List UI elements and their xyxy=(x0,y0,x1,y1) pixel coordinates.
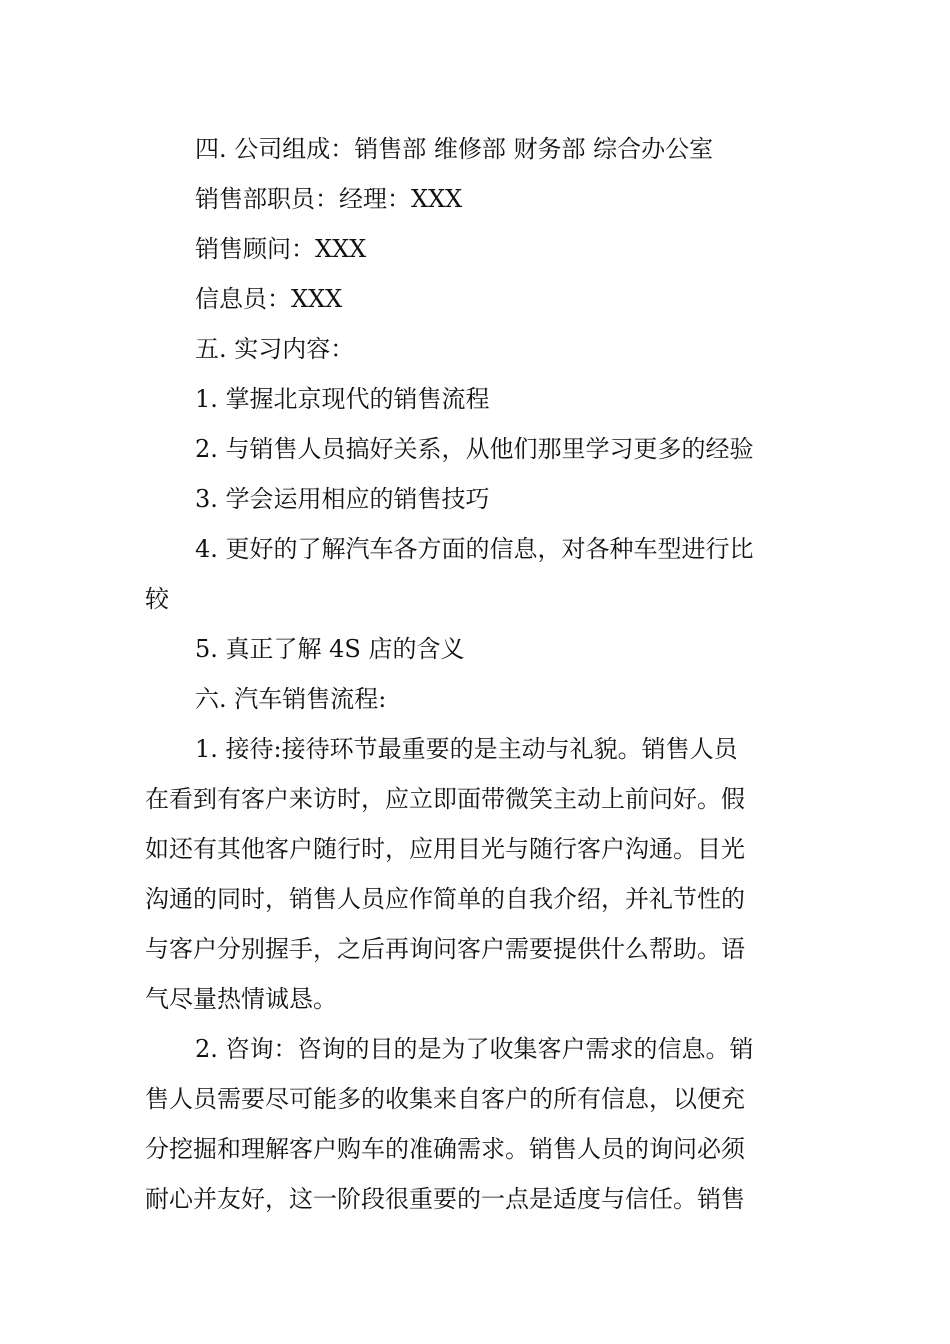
paragraph-line: 在看到有客户来访时，应立即面带微笑主动上前问好。假 xyxy=(145,785,745,813)
section-heading-sales-process: 六. 汽车销售流程: xyxy=(195,685,387,713)
paragraph-line: 如还有其他客户随行时，应用目光与随行客户沟通。目光 xyxy=(145,835,745,863)
text-line: 销售部职员：经理：XXX xyxy=(195,185,463,213)
paragraph-line: 1. 接待:接待环节最重要的是主动与礼貌。销售人员 xyxy=(195,735,738,763)
text-line: 较 xyxy=(145,585,169,613)
list-item: 1. 掌握北京现代的销售流程 xyxy=(195,385,490,413)
paragraph-line: 耐心并友好，这一阶段很重要的一点是适度与信任。销售 xyxy=(145,1185,745,1213)
list-item: 5. 真正了解 4S 店的含义 xyxy=(195,635,465,663)
paragraph-line: 售人员需要尽可能多的收集来自客户的所有信息，以便充 xyxy=(145,1085,745,1113)
section-heading-company-structure: 四. 公司组成：销售部 维修部 财务部 综合办公室 xyxy=(195,135,714,163)
text-line: 销售顾问：XXX xyxy=(195,235,367,263)
text-line: 信息员：XXX xyxy=(195,285,343,313)
paragraph-line: 气尽量热情诚恳。 xyxy=(145,985,337,1013)
section-heading-internship-content: 五. 实习内容： xyxy=(195,335,355,363)
list-item: 3. 学会运用相应的销售技巧 xyxy=(195,485,490,513)
list-item: 4. 更好的了解汽车各方面的信息，对各种车型进行比 xyxy=(195,535,754,563)
paragraph-line: 分挖掘和理解客户购车的准确需求。销售人员的询问必须 xyxy=(145,1135,745,1163)
paragraph-line: 沟通的同时，销售人员应作简单的自我介绍，并礼节性的 xyxy=(145,885,745,913)
list-item: 2. 与销售人员搞好关系，从他们那里学习更多的经验 xyxy=(195,435,754,463)
paragraph-line: 与客户分别握手，之后再询问客户需要提供什么帮助。语 xyxy=(145,935,745,963)
paragraph-line: 2. 咨询：咨询的目的是为了收集客户需求的信息。销 xyxy=(195,1035,754,1063)
